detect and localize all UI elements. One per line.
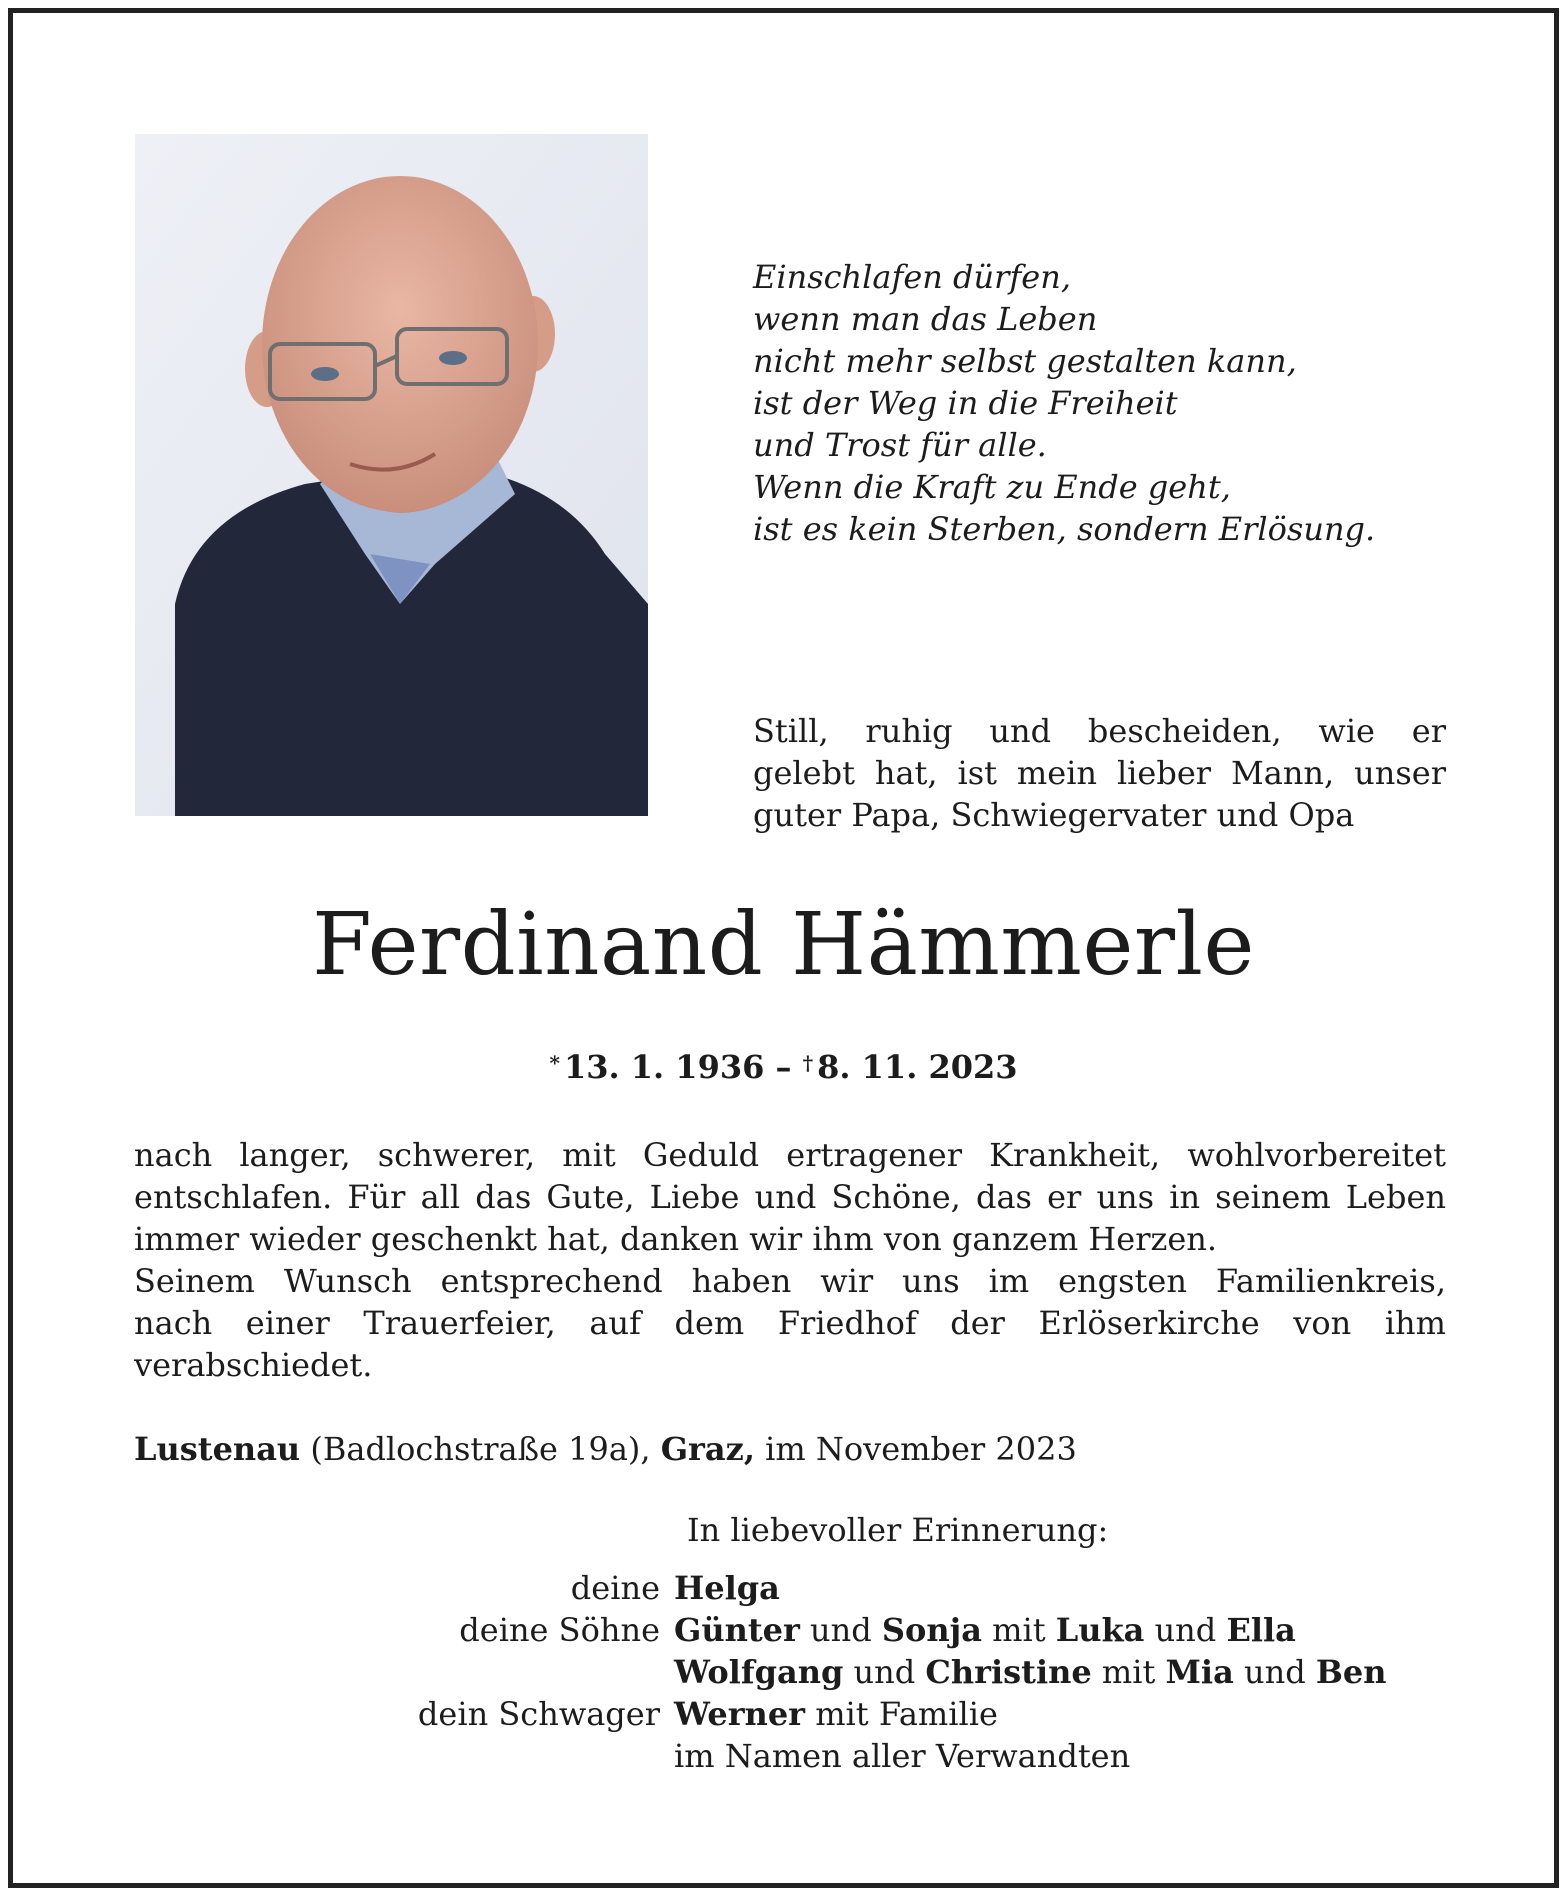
poem (753, 256, 1453, 550)
family-member: Werner (674, 1695, 806, 1733)
poem-line: und Trost für alle. (753, 426, 1047, 464)
family-member: Ben (1315, 1653, 1387, 1691)
place-date: im November 2023 (765, 1430, 1077, 1468)
poem-line: ist es kein Sterben, sondern Erlösung. (753, 510, 1376, 548)
poem-line: ist der Weg in die Freiheit (753, 384, 1178, 422)
date-separator: – (775, 1048, 792, 1086)
body-line: Seinem Wunsch entsprechend haben wir uns im engsten Familienkreis, (134, 1262, 1446, 1300)
place-city-lustenau: Lustenau (134, 1430, 301, 1468)
body-line: nach langer, schwerer, mit Geduld ertragener Krankheit, wohlvorbereitet (134, 1136, 1446, 1174)
family-row (134, 1735, 1454, 1777)
body-line: verabschiedet. (134, 1346, 373, 1384)
family-suffix: mit Familie (815, 1695, 998, 1733)
birth-date: 13. 1. 1936 (563, 1048, 765, 1086)
poem-line: nicht mehr selbst gestalten kann, (753, 342, 1297, 380)
family-member: Wolfgang (674, 1653, 844, 1691)
family-member: Mia (1165, 1653, 1234, 1691)
connector-word: mit (992, 1611, 1046, 1649)
family-member: Sonja (881, 1611, 982, 1649)
poem-line: wenn man das Leben (753, 300, 1098, 338)
body-line: entschlafen. Für all das Gute, Liebe und Schöne, das er uns in seinem Leben (134, 1178, 1446, 1216)
family-member: Ella (1226, 1611, 1296, 1649)
family-member: Christine (925, 1653, 1092, 1691)
portrait-image (135, 134, 648, 816)
connector-word: und (853, 1653, 916, 1691)
relation-label: dein Schwager (417, 1695, 660, 1733)
family-member: Luka (1055, 1611, 1145, 1649)
family-member: Günter (674, 1611, 800, 1649)
family-row (134, 1651, 1454, 1693)
place-city-graz: Graz, (660, 1430, 755, 1468)
poem-line: Einschlafen dürfen, (753, 258, 1071, 296)
poem-line: Wenn die Kraft zu Ende geht, (753, 468, 1231, 506)
family-list (134, 1567, 1454, 1777)
relation-label: deine (570, 1569, 660, 1607)
death-date: 8. 11. 2023 (817, 1048, 1018, 1086)
obituary-body (134, 1134, 1446, 1386)
relation-label: deine Söhne (459, 1611, 660, 1649)
body-line: nach einer Trauerfeier, auf dem Friedhof der Erlöserkirche von ihm (134, 1304, 1446, 1342)
connector-word: und (810, 1611, 872, 1649)
place-address: (Badlochstraße 19a), (310, 1430, 651, 1468)
intro-line: guter Papa, Schwiegervater und Opa (753, 796, 1355, 834)
family-member: Helga (674, 1569, 780, 1607)
family-row (134, 1693, 1454, 1735)
family-row (134, 1609, 1454, 1651)
deceased-name: Ferdinand Hämmerle (312, 895, 1255, 995)
connector-word: und (1243, 1653, 1306, 1691)
intro-line: Still, ruhig und bescheiden, wie er (753, 712, 1446, 750)
birth-symbol: * (549, 1051, 560, 1075)
family-row (134, 1567, 1454, 1609)
death-symbol: † (802, 1051, 814, 1075)
body-line: immer wieder geschenkt hat, danken wir ihm von ganzem Herzen. (134, 1220, 1218, 1258)
intro-line: gelebt hat, ist mein lieber Mann, unser (753, 754, 1446, 792)
intro-text (753, 710, 1446, 836)
portrait-photo (135, 134, 648, 816)
relatives-note: im Namen aller Verwandten (674, 1737, 1131, 1775)
place-and-date (134, 1428, 1077, 1470)
life-dates (13, 1046, 1554, 1088)
connector-word: und (1154, 1611, 1217, 1649)
obituary-page (8, 8, 1559, 1888)
memory-label: In liebevoller Erinnerung: (687, 1511, 1109, 1549)
connector-word: mit (1101, 1653, 1156, 1691)
